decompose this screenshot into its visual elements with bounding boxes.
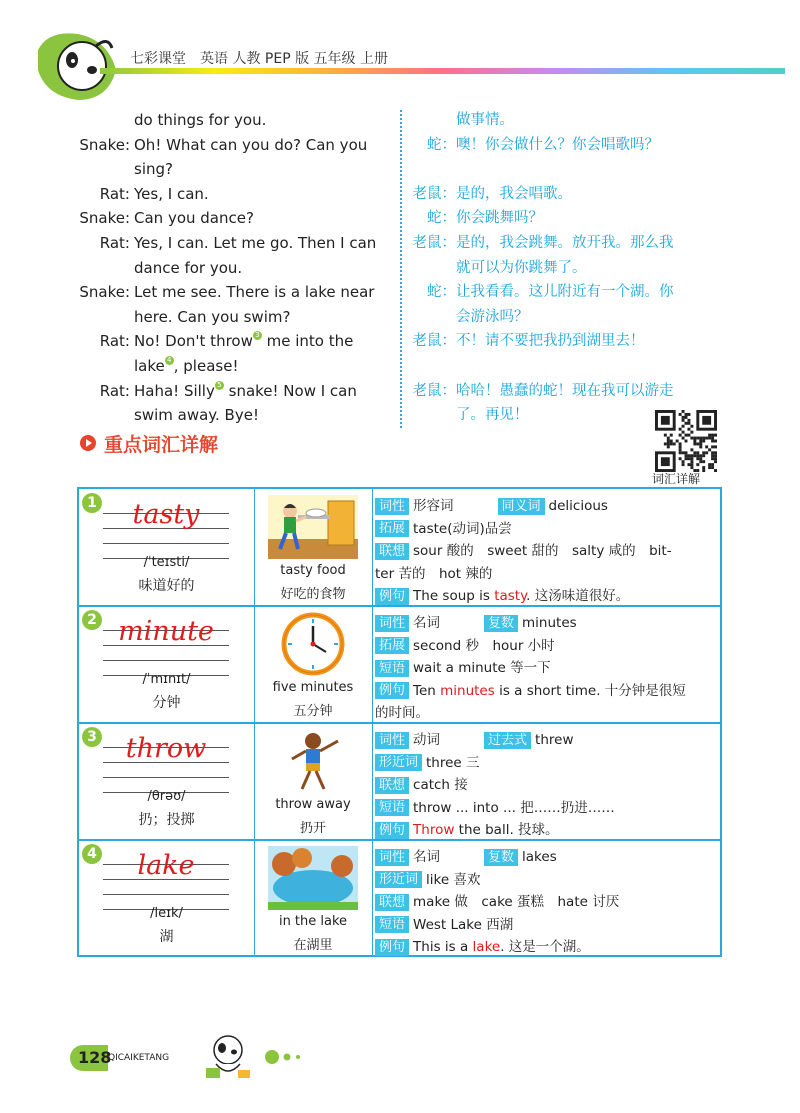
phrase-chinese: 扔开 (299, 821, 326, 836)
detail-tag: 过去式 (484, 732, 531, 749)
phrase-english: throw away (275, 797, 351, 812)
translation-text: 是的，我会跳舞。放开我。那么我 (456, 234, 674, 251)
translation-line (410, 354, 730, 379)
vocab-word: lake (137, 850, 195, 881)
detail-line (375, 611, 577, 632)
qr-code-icon[interactable] (655, 410, 717, 472)
picture-cell (254, 606, 373, 722)
speaker: Rat: (99, 233, 130, 252)
translation-speaker: 老鼠： (412, 382, 456, 399)
detail-line (375, 584, 629, 605)
qr-label: 词汇详解 (652, 472, 701, 486)
writing-line (103, 763, 229, 778)
translation-line (410, 108, 730, 133)
dialogue-line (70, 403, 400, 428)
panda-logo-icon (38, 30, 118, 102)
detail-tag: 例句 (375, 939, 409, 956)
writing-line (103, 529, 229, 544)
translation-line (410, 379, 730, 404)
detail-tag: 短语 (375, 916, 409, 933)
dialogue-line (70, 280, 400, 305)
vocab-word: throw (125, 733, 207, 764)
detail-line (375, 818, 559, 839)
detail-text: ter 苦的 hot 辣的 (375, 565, 493, 582)
translation-line (410, 329, 730, 354)
dialogue-text (134, 354, 400, 379)
detail-text: make 做 cake 蛋糕 hate 讨厌 (413, 894, 620, 910)
detail-tag: 形近词 (375, 871, 422, 888)
dialogue-text (134, 182, 400, 207)
translation-text: 你会跳舞吗？ (456, 210, 543, 227)
detail-line (375, 539, 672, 560)
detail-tag: 词性 (375, 732, 409, 749)
phonetic: /ˈteɪsti/ (143, 555, 190, 570)
detail-tag: 例句 (375, 822, 409, 839)
word-meaning: 分钟 (152, 695, 181, 711)
line-text: here. Can you swim? (134, 307, 291, 326)
line-text: No! Don't throw (134, 332, 253, 351)
item-number: 4 (82, 844, 102, 864)
detail-tag: 拓展 (375, 520, 409, 537)
writing-line (103, 880, 229, 895)
detail-line (375, 494, 608, 515)
dialogue-line (70, 157, 400, 182)
translation-line (410, 305, 730, 330)
detail-tag: 联想 (375, 894, 409, 911)
dialogue-text (134, 231, 400, 256)
line-text: Oh! What can you do? Can you (134, 135, 368, 154)
detail-text: 的时间。 (375, 705, 429, 721)
details-cell (373, 489, 720, 605)
detail-line (375, 890, 619, 911)
column-divider (400, 110, 402, 428)
translation-text: 做事情。 (456, 112, 514, 128)
detail-tag: 例句 (375, 588, 409, 605)
speaker: Snake: (79, 135, 130, 154)
detail-text: sour 酸的 sweet 甜的 salty 咸的 bit- (413, 543, 672, 559)
phrase-english: in the lake (278, 914, 348, 929)
line-text: dance for you. (134, 258, 243, 277)
example-text: Ten (413, 682, 441, 699)
translation-speaker: 老鼠： (412, 185, 456, 202)
detail-tag: 短语 (375, 799, 409, 816)
rainbow-bar (100, 68, 785, 74)
vocab-word: minute (118, 616, 214, 647)
picture-cell (254, 840, 373, 956)
detail-text: 形容词 (413, 498, 454, 514)
detail-text: lakes (522, 849, 557, 865)
detail-line (375, 751, 480, 772)
detail-tag: 复数 (484, 849, 518, 866)
phonetic: /leɪk/ (150, 906, 183, 921)
detail-text: taste(动词)品尝 (413, 520, 512, 537)
word-cell (79, 723, 255, 839)
detail-tag: 同义词 (498, 498, 545, 515)
line-text: do things for you. (134, 111, 267, 129)
detail-text: 名词 (413, 849, 441, 865)
dialogue-line (70, 256, 400, 281)
translation-line (410, 133, 730, 158)
detail-text: 名词 (413, 615, 441, 631)
dialogue-line (70, 354, 400, 379)
line-text: sing? (134, 160, 173, 179)
dialogue-text (134, 329, 400, 354)
vocab-word: tasty (132, 499, 200, 530)
section-title-text: 重点词汇详解 (104, 434, 219, 456)
detail-text: wait a minute 等一下 (413, 660, 551, 676)
details-cell (373, 840, 720, 956)
dialogue-text (134, 157, 400, 182)
footnote-marker: 5 (215, 381, 224, 390)
dialogue-text (134, 280, 400, 305)
dialogue-line (70, 206, 400, 231)
detail-text: delicious (548, 498, 608, 514)
picture-cell (254, 489, 373, 605)
detail-text: threw (535, 732, 574, 748)
translation-speaker: 蛇： (427, 210, 456, 227)
details-cell (373, 723, 720, 839)
detail-tag: 拓展 (375, 637, 409, 654)
translation-text: 就可以为你跳舞了。 (456, 259, 587, 276)
detail-tag: 短语 (375, 660, 409, 677)
dialogue-text (134, 108, 400, 133)
word-meaning: 味道好的 (138, 578, 195, 594)
translation-line (410, 256, 730, 281)
translation-line (410, 206, 730, 231)
translation-text: 了。再见！ (456, 407, 529, 424)
line-text: Let me see. There is a lake near (134, 283, 375, 302)
detail-text: West Lake 西湖 (413, 916, 514, 933)
detail-line (375, 845, 557, 866)
word-cell (79, 840, 255, 956)
page-header (0, 0, 800, 95)
phrase-english: five minutes (272, 680, 354, 695)
highlight-word: lake (472, 939, 501, 955)
translation-text: 是的，我会唱歌。 (456, 185, 572, 202)
detail-text: three 三 (426, 754, 480, 771)
dots-decoration-icon (265, 1049, 305, 1065)
detail-tag: 联想 (375, 777, 409, 794)
detail-tag: 词性 (375, 615, 409, 632)
vocab-table (77, 487, 722, 957)
picture-cell (254, 723, 373, 839)
example-text: is a short time. 十分钟是很短 (494, 682, 686, 699)
line-text: Can you dance? (134, 209, 254, 228)
line-text: lake (134, 356, 165, 375)
dialogue-chinese (410, 108, 730, 428)
vocab-row (79, 606, 720, 724)
translation-speaker: 蛇： (427, 284, 456, 301)
detail-text: like 喜欢 (426, 871, 481, 888)
header-title: 七彩课堂 英语 人教 PEP 版 五年级 上册 (130, 51, 388, 67)
example-text: The soup is (413, 588, 495, 604)
word-meaning: 扔；投掷 (138, 812, 195, 828)
highlight-word: tasty (494, 588, 527, 604)
detail-tag: 例句 (375, 682, 409, 699)
detail-tag: 联想 (375, 543, 409, 560)
writing-line (103, 646, 229, 661)
word-meaning: 湖 (159, 929, 174, 945)
item-number: 1 (82, 493, 102, 513)
phrase-english: tasty food (280, 563, 346, 578)
dialogue-english (70, 108, 400, 428)
dialogue-line (70, 305, 400, 330)
line-text: me into the (261, 332, 354, 351)
detail-line (375, 634, 555, 655)
detail-line (375, 701, 429, 721)
dialogue-text (134, 133, 400, 158)
dialogue-line (70, 108, 400, 133)
translation-speaker: 蛇： (427, 136, 456, 153)
footnote-marker: 4 (165, 356, 174, 365)
line-text: Yes, I can. (134, 184, 209, 203)
detail-line (375, 935, 590, 956)
detail-line (375, 679, 686, 700)
detail-text: throw ... into ... 把……扔进…… (413, 799, 615, 816)
translation-text: 不！请不要把我扔到湖里去！ (456, 333, 645, 350)
dialogue-line (70, 329, 400, 354)
page-number-badge (70, 1045, 112, 1071)
play-circle-icon (80, 435, 96, 451)
translation-speaker: 老鼠： (412, 234, 456, 251)
footnote-marker: 3 (253, 331, 262, 340)
vocab-row (79, 723, 720, 841)
details-cell (373, 606, 720, 722)
panda-mascot-icon (198, 1032, 258, 1082)
phrase-chinese: 在湖里 (293, 938, 333, 953)
phonetic: /θrəʊ/ (147, 789, 186, 804)
translation-line (410, 157, 730, 182)
detail-line (375, 562, 492, 582)
item-number: 3 (82, 727, 102, 747)
translation-text: 会游泳吗？ (456, 308, 529, 325)
brand-name: QICAIKETANG (108, 1053, 170, 1063)
example-text: the ball. 投球。 (454, 822, 559, 838)
example-text: . 这汤味道很好。 (526, 588, 630, 604)
detail-tag: 词性 (375, 849, 409, 866)
highlight-word: Throw (413, 822, 455, 838)
dialogue-text (134, 379, 400, 404)
dialogue-line (70, 182, 400, 207)
translation-text (456, 157, 730, 182)
speaker: Snake: (79, 209, 130, 228)
vocab-row (79, 840, 720, 956)
dialogue-text (134, 305, 400, 330)
translation-text: 让我看看。这儿附近有一个湖。你 (456, 284, 674, 301)
line-text: Haha! Silly (134, 381, 215, 400)
translation-text: 噢！你会做什么？你会唱歌吗？ (456, 136, 659, 153)
dialogue-text (134, 403, 400, 428)
line-text: snake! Now I can (223, 381, 357, 400)
detail-line (375, 517, 512, 538)
dialogue-line (70, 231, 400, 256)
speaker: Rat: (99, 184, 130, 203)
speaker: Snake: (79, 283, 130, 302)
item-number: 2 (82, 610, 102, 630)
phonetic: /ˈmɪnɪt/ (142, 672, 191, 687)
highlight-word: minutes (440, 682, 495, 699)
dialogue-line (70, 133, 400, 158)
detail-tag: 形近词 (375, 754, 422, 771)
translation-line (410, 231, 730, 256)
word-cell (79, 489, 255, 605)
dialogue-text (134, 256, 400, 281)
vocab-row (79, 489, 720, 607)
detail-line (375, 773, 468, 794)
detail-text: 动词 (413, 732, 441, 748)
page-footer (70, 1040, 370, 1080)
example-text: This is a (413, 939, 473, 955)
dialogue-line (70, 379, 400, 404)
speaker: Rat: (99, 332, 130, 351)
detail-line (375, 656, 551, 677)
line-text: swim away. Bye! (134, 406, 259, 425)
translation-line (410, 280, 730, 305)
word-cell (79, 606, 255, 722)
translation-line (410, 182, 730, 207)
speaker: Rat: (99, 381, 130, 400)
example-text: . 这是一个湖。 (500, 939, 590, 955)
dialogue-text (134, 206, 400, 231)
line-text: Yes, I can. Let me go. Then I can (134, 233, 377, 252)
detail-line (375, 728, 573, 749)
translation-speaker: 老鼠： (412, 333, 456, 350)
detail-line (375, 868, 480, 889)
detail-tag: 复数 (484, 615, 518, 632)
phrase-chinese: 五分钟 (293, 704, 333, 719)
phrase-chinese: 好吃的食物 (280, 587, 346, 602)
translation-text (456, 354, 730, 379)
detail-text: second 秒 hour 小时 (413, 637, 555, 654)
detail-line (375, 796, 615, 817)
detail-tag: 词性 (375, 498, 409, 515)
page-number: 128 (78, 1048, 112, 1067)
line-text: , please! (173, 356, 239, 375)
translation-text: 哈哈！愚蠢的蛇！现在我可以游走 (456, 382, 674, 399)
detail-text: catch 接 (413, 777, 468, 793)
detail-line (375, 913, 513, 934)
detail-text: minutes (522, 615, 577, 631)
